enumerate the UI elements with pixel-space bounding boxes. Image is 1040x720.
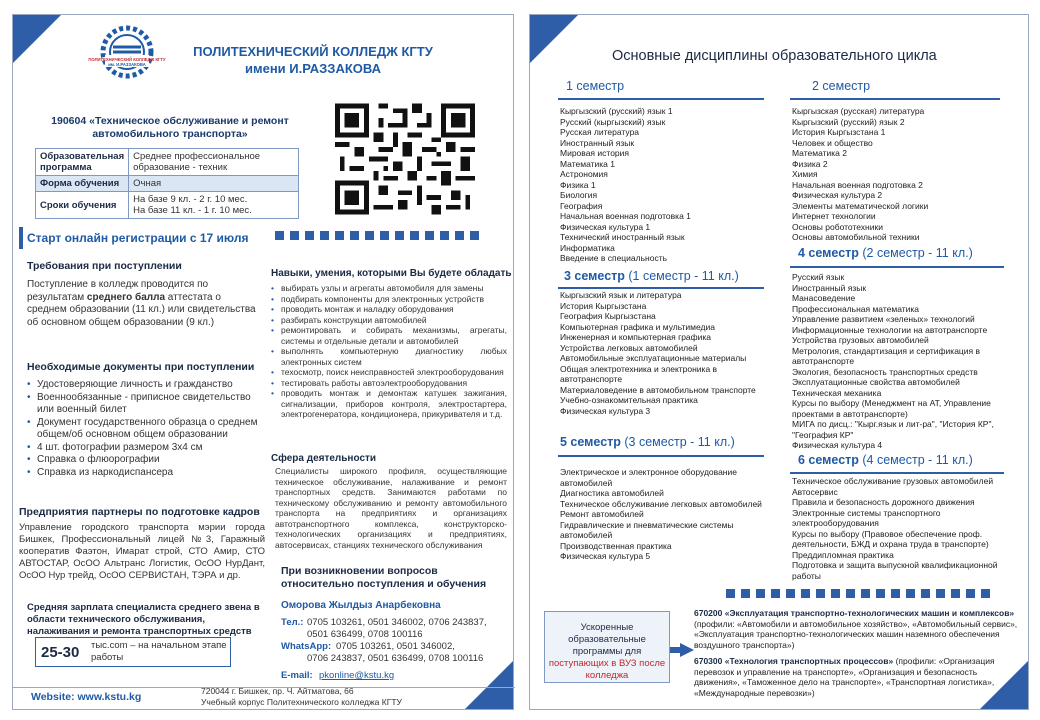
address: 720044 г. Бишкек, пр. Ч. Айтматова, 66 Учебный корпус Политехнического колледжа КГТУ [201, 686, 402, 707]
list-item: • Справка о флюорографии [27, 454, 267, 467]
list-item: • подбирать компоненты для электронных устройств [271, 294, 507, 305]
college-logo [88, 25, 166, 79]
list-item: • тестировать работы автоэлектрооборудования [271, 378, 507, 389]
corner-decoration [465, 661, 513, 709]
list-item: Физическая культура 3 [560, 405, 651, 416]
list-item: Подготовка и защита выпускной квалификационной работы [792, 560, 998, 581]
list-item: История Кыргызстана [560, 300, 647, 311]
list-item: Электронные системы транспортного электрооборудования [792, 507, 941, 528]
semester-5-list [560, 467, 780, 562]
list-item: Эксплуатационные свойства автомобилей [792, 377, 960, 387]
salary-text: Средняя зарплата специалиста среднего звена в области технического обслуживания, налаживания и ремонта транспортных средств [27, 602, 260, 637]
list-item: Астрономия [560, 169, 608, 179]
list-item: Компьютерная графика и мультимедиа [560, 321, 715, 332]
divider [558, 98, 764, 100]
table-value: Среднее профессиональное образование - техник [129, 149, 299, 176]
list-item: • выбирать узлы и агрегаты автомобиля для замены [271, 283, 507, 294]
right-page [529, 14, 1029, 710]
documents-list [27, 379, 267, 479]
list-item: Ремонт автомобилей [560, 509, 644, 519]
list-item: Кыргызская (русская) литература [792, 106, 925, 116]
curriculum-title: Основные дисциплины образовательного цикла [612, 48, 937, 64]
table-key: Форма обучения [36, 176, 129, 192]
semester-5-heading: 5 семестр (3 семестр - 11 кл.) [560, 435, 735, 449]
list-item: Физическая культура 1 [560, 221, 651, 232]
list-item: Элементы математической логики [792, 200, 929, 211]
requirements-text: Поступление в колледж проводится по результатам среднего балла аттестата о среднем образовании (11 кл.) или свидетельства об основном общем образовании (9 кл.) [27, 279, 256, 328]
table-key: Сроки обучения [36, 192, 129, 219]
list-item: Профессиональная математика [792, 303, 920, 314]
list-item: Физическая культура 4 [792, 440, 883, 450]
list-item: • проводить монтаж и наладку оборудования [271, 304, 507, 315]
whatsapp-numbers[interactable]: 0706 243837, 0501 636499, 0708 100116 [307, 653, 484, 664]
email-link[interactable]: pkonline@kstu.kg [319, 670, 395, 681]
list-item: Техническое обслуживание легковых автомобилей [560, 498, 762, 509]
list-item: • 4 шт. фотографии размером 3х4 см [27, 442, 267, 455]
list-item: Химия [792, 169, 818, 179]
requirements-heading: Требования при поступлении [27, 260, 182, 272]
list-item: Манасоведение [792, 293, 856, 303]
list-item: Правила и безопасность дорожного движения [792, 497, 975, 507]
list-item: • Удостоверяющие личность и гражданство [27, 379, 267, 392]
corner-decoration [13, 15, 61, 63]
list-item: • ремонтировать и собирать механизмы, агрегаты, системы и отдельные детали и автомобилей [271, 325, 507, 346]
salary-number: 25-30 [41, 644, 80, 661]
list-item: Автомобильные эксплуатационные материалы [560, 353, 747, 363]
list-item: МИГА по дисц.: "Кырг.язык и лит-ра", "История КР", "География КР" [792, 419, 994, 440]
contact-name: Оморова Жылдыз Анарбековна [281, 600, 441, 611]
skills-list [271, 283, 507, 420]
whatsapp-numbers[interactable]: 0705 103261, 0501 346002, [336, 641, 455, 652]
table-row [36, 149, 299, 176]
list-item: Введение в специальность [560, 253, 668, 263]
list-item: Техническая механика [792, 387, 882, 398]
divider [790, 472, 1004, 474]
list-item: • Документ государственного образца о среднем общем/об основном общем образовании [27, 417, 267, 442]
phone-label: Тел.: [281, 617, 304, 628]
list-item: Иностранный язык [792, 282, 867, 293]
list-item: Материаловедение в автомобильном транспорте [560, 384, 756, 395]
list-item: География Кыргызстана [560, 311, 656, 321]
list-item: Преддипломная практика [792, 549, 894, 560]
list-item: Физика 1 [560, 179, 596, 190]
list-item: Математика 1 [560, 158, 615, 169]
semester-3-heading: 3 семестр (1 семестр - 11 кл.) [564, 269, 739, 283]
list-item: Кыргызский (русский) язык 2 [792, 116, 905, 127]
email-label: E-mail: [281, 670, 313, 681]
sphere-heading: Сфера деятельности [271, 453, 377, 464]
info-table [35, 148, 299, 219]
list-item: Начальная военная подготовка 1 [560, 211, 691, 221]
semester-1-list [560, 106, 770, 264]
svg-text:ПОЛИТЕХНИЧЕСКИЙ КОЛЛЕДЖ КГТУ: ПОЛИТЕХНИЧЕСКИЙ КОЛЛЕДЖ КГТУ [88, 57, 166, 62]
list-item: Гидравлические и пневматические системы автомобилей [560, 519, 734, 540]
list-item: • проводить монтаж и демонтаж катушек зажигания, сигнализации, приборов контроля, электростартера, электрогенератора, кондиционера, прикуривателя и т.д. [271, 388, 507, 420]
list-item: Автосервис [792, 486, 838, 497]
list-item: Инженерная и компьютерная графика [560, 332, 712, 342]
list-item: • выполнять компьютерную диагностику любых электронных систем [271, 346, 507, 367]
list-item: Основы автомобильной техники [792, 232, 920, 242]
college-title: ПОЛИТЕХНИЧЕСКИЙ КОЛЛЕДЖ КГТУ имени И.РАЗЗАКОВА [193, 44, 433, 76]
semester-6-list [792, 476, 1024, 581]
list-item: Человек и общество [792, 137, 873, 148]
specialty-title: 190604 «Техническое обслуживание и ремонт автомобильного транспорта» [51, 115, 289, 140]
list-item: Математика 2 [792, 148, 847, 158]
list-item: География [560, 200, 603, 211]
list-item: Русская литература [560, 127, 640, 137]
list-item: Учебно-ознакомительная практика [560, 395, 698, 405]
program-670300: 670300 «Технология транспортных процессов» (профили: «Организация перевозок и управление на транспорте», «Организация и безопасность движения», «Таможенное дело на транспорте», «Транспортная логистика», «Международные перевозки») [694, 656, 995, 698]
list-item: Физическая культура 5 [560, 551, 651, 561]
phone-numbers[interactable]: 0705 103261, 0501 346002, 0706 243837, 0501 636499, 0708 100116 [307, 617, 487, 640]
table-value: Очная [129, 176, 299, 192]
list-item: Экология, безопасность транспортных средств [792, 366, 978, 377]
list-item: Управление развитием «зеленых» технологий [792, 314, 975, 324]
semester-4-list [792, 272, 1024, 451]
list-item: Курсы по выбору (Правовое обеспечение проф. деятельности, БЖД и охрана труда в транспорте) [792, 528, 989, 549]
svg-text:им. И.РАЗЗАКОВА: им. И.РАЗЗАКОВА [108, 62, 146, 67]
list-item: Диагностика автомобилей [560, 488, 664, 498]
list-item: Общая электротехника и электроника в автотранспорте [560, 363, 718, 384]
list-item: Русский язык [792, 272, 845, 282]
divider [558, 287, 764, 289]
list-item: Устройства легковых автомобилей [560, 342, 698, 353]
semester-6-heading: 6 семестр (4 семестр - 11 кл.) [798, 453, 973, 467]
list-item: Мировая история [560, 148, 629, 158]
list-item: Интернет технологии [792, 211, 876, 221]
list-item: • Военнообязанные - приписное свидетельство или военный билет [27, 392, 267, 417]
semester-2-heading: 2 семестр [812, 79, 871, 93]
list-item: Иностранный язык [560, 137, 635, 148]
list-item: • Справка из наркодиспансера [27, 467, 267, 480]
table-row [36, 176, 299, 192]
corner-decoration [530, 15, 578, 63]
list-item: Кыргызский язык и литература [560, 290, 682, 300]
registration-title: Старт онлайн регистрации с 17 июля [27, 231, 249, 245]
table-row [36, 192, 299, 219]
website-link[interactable]: Website: www.kstu.kg [31, 691, 142, 703]
table-value: На базе 9 кл. - 2 г. 10 мес. На базе 11 кл. - 1 г. 10 мес. [129, 192, 299, 219]
list-item: Электрическое и электронное оборудование автомобилей [560, 467, 737, 488]
list-item: Русский (кыргызский) язык [560, 116, 666, 127]
list-item: Информационные технологии на автотранспорте [792, 324, 988, 335]
list-item: Основы робототехники [792, 221, 883, 232]
divider [558, 455, 764, 457]
decor-squares [275, 231, 479, 241]
list-item: История Кыргызстана 1 [792, 127, 886, 137]
arrow-right-icon [680, 643, 694, 657]
list-item: Метрология, стандартизация и сертификация в автотранспорте [792, 345, 981, 366]
decor-squares [726, 589, 990, 599]
list-item: Физика 2 [792, 158, 828, 169]
list-item: Информатика [560, 242, 615, 253]
semester-2-list [792, 106, 1012, 243]
list-item: • разбирать конструкции автомобилей [271, 315, 507, 326]
sphere-text: Специалисты широкого профиля, осуществляющие техническое обслуживание, налаживание и ремонт транспортных средств. Занимаются работами по техническому обслуживанию и ремонту автомобильного транспорта на предприятиях и организациях автотранспортного комплекса, конструкторско-технологических организациях и предприятиях, автосервисах, станциях технического обслуживания [275, 466, 507, 550]
list-item: Технический иностранный язык [560, 232, 685, 242]
salary-unit: тыс.com – на начальном этапе работы [91, 640, 227, 663]
list-item: • техосмотр, поиск неисправностей электрооборудования [271, 367, 507, 378]
list-item: Производственная практика [560, 540, 672, 551]
program-670200: 670200 «Эксплуатация транспортно-технологических машин и комплексов» (профили: «Автомобили и автомобильное хозяйство», «Автомобильный сервис», «Эксплуатация транспортно-технологических машин наземного обеспечения воздушного транспорта») [694, 608, 1018, 650]
semester-1-heading: 1 семестр [566, 79, 625, 93]
semester-4-heading: 4 семестр (2 семестр - 11 кл.) [798, 246, 973, 260]
list-item: Курсы по выбору (Менеджмент на АТ, Управление проектами в автотранспорте) [792, 398, 991, 419]
list-item: Кыргызский (русский) язык 1 [560, 106, 673, 116]
documents-heading: Необходимые документы при поступлении [27, 361, 255, 373]
whatsapp-label: WhatsApp: [281, 641, 332, 652]
accelerated-programs-box: Ускоренные образовательные программы для поступающих в ВУЗ после колледжа [544, 611, 670, 683]
table-key: Образовательная программа [36, 149, 129, 176]
left-page [12, 14, 514, 710]
accent-bar [19, 227, 23, 249]
list-item: Биология [560, 190, 598, 200]
partners-heading: Предприятия партнеры по подготовке кадров [19, 506, 260, 518]
divider [790, 98, 1000, 100]
skills-heading: Навыки, умения, которыми Вы будете обладать [271, 268, 512, 279]
contacts-heading: При возникновении вопросов относительно поступления и обучения [281, 565, 487, 590]
list-item: Устройства грузовых автомобилей [792, 335, 929, 345]
list-item: Начальная военная подготовка 2 [792, 179, 923, 190]
semester-3-list [560, 290, 775, 416]
list-item: Техническое обслуживание грузовых автомобилей [792, 476, 994, 486]
divider [790, 266, 1004, 268]
list-item: Физическая культура 2 [792, 190, 883, 200]
qr-code-icon[interactable] [335, 103, 475, 215]
partners-text: Управление городского транспорта мэрии города Бишкек, Профессиональный лицей №3, Гаражный кооператив Фаэтон, Имарат строй, СТО Амир, СТО АВТОСТАР, ОсОО Альтранс Логистик, ОсОО НурДант, ОсОО Нур трейд, ОсОО СЕРВИСТАН, ТЭРА и др. [19, 522, 265, 581]
